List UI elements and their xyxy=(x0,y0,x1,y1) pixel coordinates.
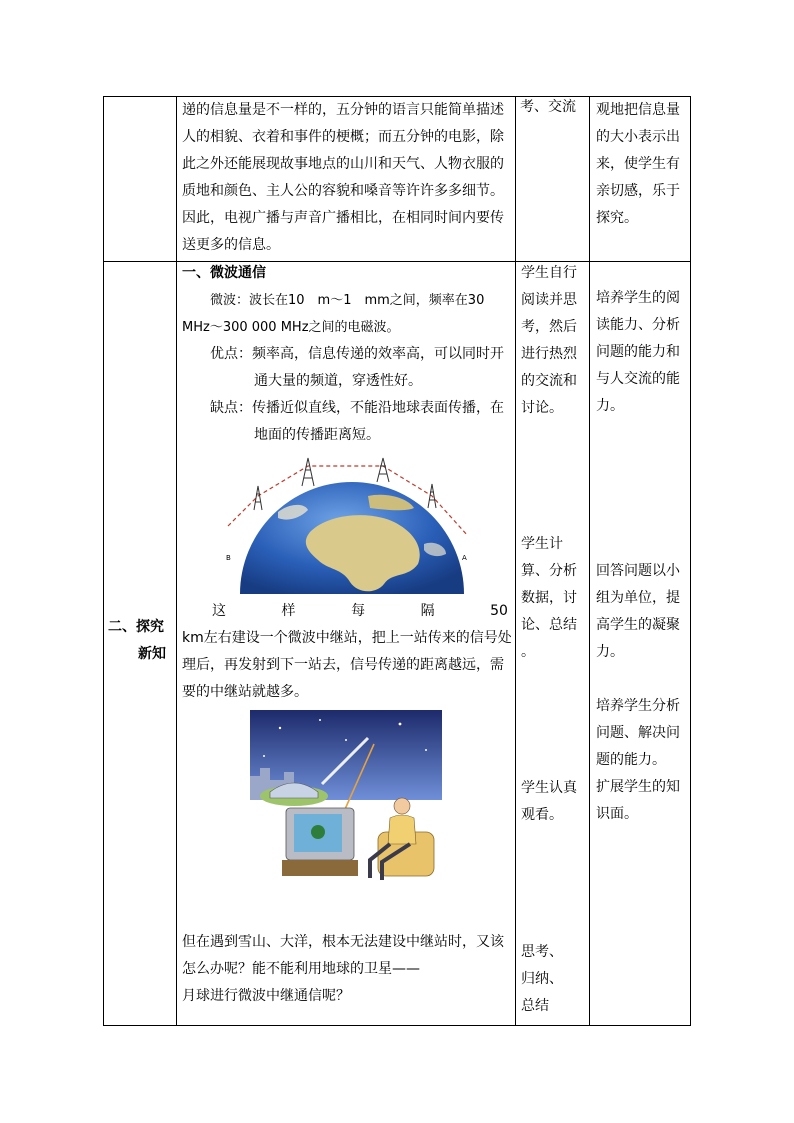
intent-line: 来，使学生有 xyxy=(596,156,680,172)
student-line: 学生自行 xyxy=(521,265,577,281)
student-line: 学生认真 xyxy=(521,780,577,796)
relay-paragraph xyxy=(182,598,512,706)
student-line: 总结 xyxy=(521,998,549,1014)
student-activity-1 xyxy=(521,260,587,422)
word: 这 xyxy=(212,603,226,619)
col-border-stage xyxy=(176,96,177,1026)
row1-intent-cell xyxy=(596,97,688,232)
intent-line: 读能力、分析 xyxy=(596,317,680,333)
disadvantages-cont: 地面的传播距离短。 xyxy=(254,427,380,443)
microwave-definition: 微波：波长在10 m～1 mm之间，频率在30 xyxy=(210,293,485,308)
disadvantages: 缺点：传播近似直线，不能沿地球表面传播，在 xyxy=(210,400,504,416)
intent-line: 力。 xyxy=(596,644,624,660)
intent-3 xyxy=(596,693,688,828)
intent-line: 问题、解决问 xyxy=(596,725,680,741)
student-line: 考，然后 xyxy=(521,319,577,335)
student-line: 进行热烈 xyxy=(521,346,577,362)
col-border-content xyxy=(515,96,516,1026)
intent-line: 组为单位，提 xyxy=(596,590,680,606)
text-line: 怎么办呢？能不能利用地球的卫星—— xyxy=(182,961,420,977)
intent-line: 识面。 xyxy=(596,806,638,822)
text-line: 送更多的信息。 xyxy=(182,237,280,253)
section-heading: 一、微波通信 xyxy=(182,265,266,281)
student-line: 讨论。 xyxy=(521,400,563,416)
intent-line: 问题的能力和 xyxy=(596,344,680,360)
intent-line: 观地把信息量 xyxy=(596,102,680,118)
stage-line: 二、探究 xyxy=(108,619,164,635)
col-border-right xyxy=(690,96,691,1026)
word: 50 xyxy=(490,603,508,619)
text-line: 因此，电视广播与声音广播相比，在相同时间内要传 xyxy=(182,210,504,226)
row1-content-cell xyxy=(182,97,512,259)
word: 每 xyxy=(351,603,366,619)
row2-content-cell xyxy=(182,260,512,449)
text-line: 理后，再发射到下一站去，信号传递的距离越远，需 xyxy=(182,657,504,673)
point-label-a: A xyxy=(462,554,467,562)
text-line: 月球进行微波中继通信呢？ xyxy=(182,988,350,1004)
intent-line: 高学生的凝聚 xyxy=(596,617,680,633)
intent-line: 的大小表示出 xyxy=(596,129,680,145)
stage-line: 新知 xyxy=(138,646,166,662)
student-line: 数据，讨 xyxy=(521,590,577,606)
student-line: 观看。 xyxy=(521,807,563,823)
intent-2 xyxy=(596,558,688,666)
student-line: 归纳、 xyxy=(521,971,563,987)
intent-1 xyxy=(596,285,688,420)
intent-line: 与人交流的能 xyxy=(596,371,680,387)
student-line: 算、分析 xyxy=(521,563,577,579)
student-activity-3 xyxy=(521,775,587,829)
student-activity-line: 考、交流 xyxy=(520,99,576,115)
student-line: 。 xyxy=(521,644,535,660)
earth-relay-illustration xyxy=(218,452,480,594)
question-paragraph xyxy=(182,929,512,1010)
table-bottom-border xyxy=(103,1025,691,1026)
tv-cabinet xyxy=(282,860,358,876)
student-line: 阅读并思 xyxy=(521,292,577,308)
student-line: 学生计 xyxy=(521,536,563,552)
intent-line: 扩展学生的知 xyxy=(596,779,680,795)
text-line: 但在遇到雪山、大洋，根本无法建设中继站时，又该 xyxy=(182,934,504,950)
student-activity-2 xyxy=(521,531,587,666)
student-activity-4 xyxy=(521,939,587,1020)
advantages-cont: 通大量的频道，穿透性好。 xyxy=(254,373,422,389)
col-border-left xyxy=(103,96,104,1026)
word: 隔 xyxy=(420,603,435,619)
intent-line: 题的能力。 xyxy=(596,752,666,768)
relay-line-spaced xyxy=(182,598,512,625)
student-line: 论、总结 xyxy=(521,617,577,633)
intent-line: 探究。 xyxy=(596,210,638,226)
text-line: 此之外还能展现故事地点的山川和天气、人物衣服的 xyxy=(182,156,504,172)
person-body xyxy=(388,815,416,844)
intent-line: 培养学生分析 xyxy=(596,698,680,714)
intent-line: 亲切感，乐于 xyxy=(596,183,680,199)
microwave-definition-cont: MHz～300 000 MHz之间的电磁波。 xyxy=(182,320,400,335)
intent-line: 培养学生的阅 xyxy=(596,290,680,306)
text-line: 人的相貌、衣着和事件的梗概；而五分钟的电影，除 xyxy=(182,129,504,145)
advantages: 优点：频率高，信息传递的效率高，可以同时开 xyxy=(210,346,504,362)
row1-student-cell xyxy=(520,94,588,121)
student-line: 的交流和 xyxy=(521,373,577,389)
text-line: km左右建设一个微波中继站，把上一站传来的信号处 xyxy=(182,630,512,646)
word: 样 xyxy=(281,603,296,619)
intent-line: 回答问题以小 xyxy=(596,563,680,579)
stage-label xyxy=(108,614,174,668)
moon-relay-illustration xyxy=(250,710,442,890)
col-border-student xyxy=(589,96,590,1026)
student-line: 思考、 xyxy=(521,944,563,960)
intent-line: 力。 xyxy=(596,398,624,414)
tv-player-figure xyxy=(311,825,325,839)
text-line: 质地和颜色、主人公的容貌和嗓音等许许多多细节。 xyxy=(182,183,504,199)
text-line: 递的信息量是不一样的，五分钟的语言只能简单描述 xyxy=(182,102,504,118)
text-line: 要的中继站就越多。 xyxy=(182,684,308,700)
person-head xyxy=(394,798,410,814)
point-label-b: B xyxy=(226,554,231,562)
